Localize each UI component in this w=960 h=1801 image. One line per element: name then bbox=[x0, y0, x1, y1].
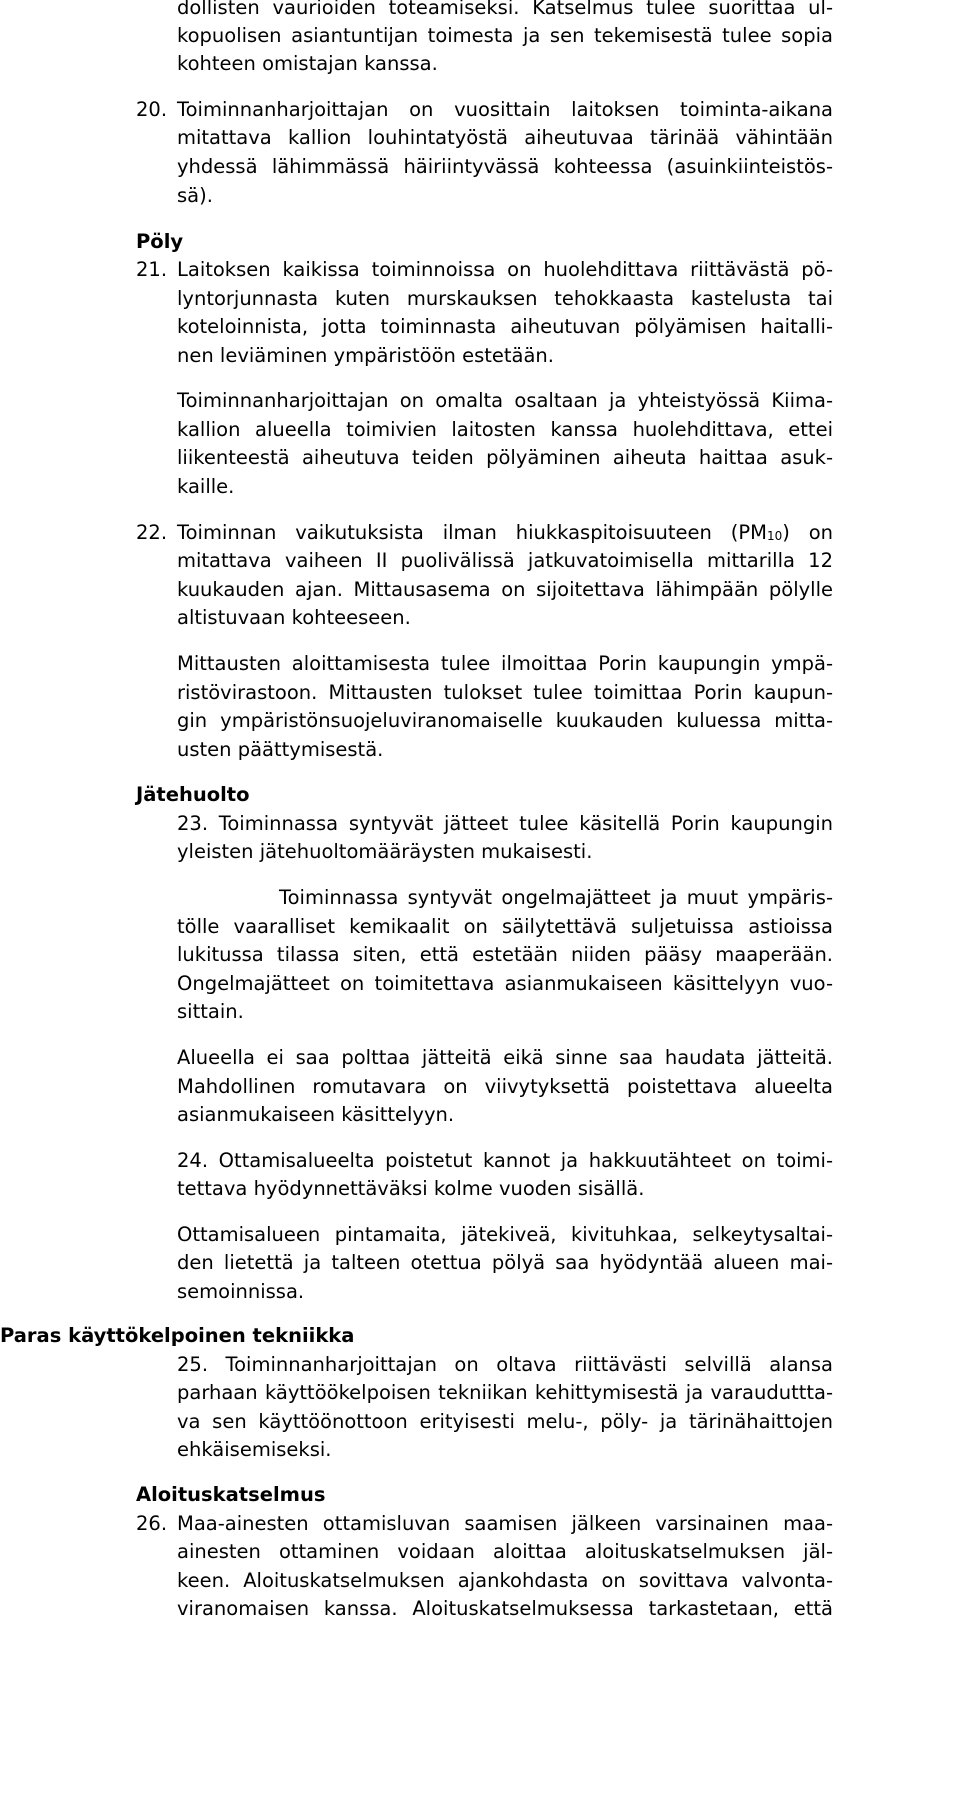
paragraph-line: 23. Toiminnassa syntyvät jätteet tulee käsitellä Porin kaupungin bbox=[177, 812, 833, 835]
paragraph-line: lyntorjunnasta kuten murskauksen tehokkaasta kastelusta tai bbox=[177, 287, 833, 310]
item-number: 21. bbox=[136, 258, 168, 281]
paragraph-line: yhdessä lähimmässä häiriintyvässä kohteessa (asuinkiinteistös- bbox=[177, 155, 833, 178]
paragraph-line: nen leviäminen ympäristöön estetään. bbox=[177, 344, 554, 367]
paragraph-line: 24. Ottamisalueelta poistetut kannot ja hakkuutähteet on toimi- bbox=[177, 1149, 833, 1172]
paragraph-line: tettava hyödynnettäväksi kolme vuoden sisällä. bbox=[177, 1177, 645, 1200]
paragraph-line: Toiminnan vaikutuksista ilman hiukkaspitoisuuteen (PM10) on bbox=[177, 521, 833, 544]
paragraph-line: va sen käyttöönottoon erityisesti melu-, pöly- ja tärinähaittojen bbox=[177, 1410, 833, 1433]
paragraph-line: parhaan käyttöökelpoisen tekniikan kehittymisestä ja varauduttta- bbox=[177, 1381, 833, 1404]
paragraph-line: lukitussa tilassa siten, että estetään niiden pääsy maaperään. bbox=[177, 943, 833, 966]
paragraph-line: Toiminnanharjoittajan on omalta osaltaan ja yhteistyössä Kiima- bbox=[177, 389, 833, 412]
paragraph-line: keen. Aloituskatselmuksen ajankohdasta on sovittava valvonta- bbox=[177, 1569, 833, 1592]
section-heading: Paras käyttökelpoinen tekniikka bbox=[0, 1324, 355, 1347]
paragraph-line: kallion alueella toimivien laitosten kanssa huolehdittava, ettei bbox=[177, 418, 833, 441]
paragraph-line: usten päättymisestä. bbox=[177, 738, 384, 761]
paragraph-line: sä). bbox=[177, 184, 213, 207]
paragraph-line: ristövirastoon. Mittausten tulokset tulee toimittaa Porin kaupun- bbox=[177, 681, 833, 704]
paragraph-line: gin ympäristönsuojeluviranomaiselle kuukauden kuluessa mitta- bbox=[177, 709, 833, 732]
paragraph-line: mitattava kallion louhintatyöstä aiheutuvaa tärinää vähintään bbox=[177, 126, 833, 149]
paragraph-line: den lietettä ja talteen otettua pölyä saa hyödyntää alueen mai- bbox=[177, 1251, 833, 1274]
paragraph-line: dollisten vaurioiden toteamiseksi. Katselmus tulee suorittaa ul- bbox=[177, 0, 833, 19]
paragraph-line: Toiminnassa syntyvät ongelmajätteet ja muut ympäris- bbox=[279, 886, 833, 909]
paragraph-line: kopuolisen asiantuntijan toimesta ja sen tekemisestä tulee sopia bbox=[177, 24, 833, 47]
paragraph-line: kohteen omistajan kanssa. bbox=[177, 52, 438, 75]
paragraph-line: Toiminnanharjoittajan on vuosittain laitoksen toiminta-aikana bbox=[177, 98, 833, 121]
paragraph-line: Ottamisalueen pintamaita, jätekiveä, kivituhkaa, selkeytysaltai- bbox=[177, 1223, 833, 1246]
item-number: 26. bbox=[136, 1512, 168, 1535]
item-number: 20. bbox=[136, 98, 168, 121]
paragraph-line: sittain. bbox=[177, 1000, 244, 1023]
paragraph-line: mitattava vaiheen II puolivälissä jatkuvatoimisella mittarilla 12 bbox=[177, 549, 833, 572]
section-heading: Pöly bbox=[136, 230, 184, 253]
section-heading: Jätehuolto bbox=[136, 783, 250, 806]
paragraph-line: altistuvaan kohteeseen. bbox=[177, 606, 411, 629]
item-number: 22. bbox=[136, 521, 168, 544]
paragraph-line: viranomaisen kanssa. Aloituskatselmuksessa tarkastetaan, että bbox=[177, 1597, 833, 1620]
subscript: 10 bbox=[766, 529, 783, 543]
paragraph-line: Maa-ainesten ottamisluvan saamisen jälkeen varsinainen maa- bbox=[177, 1512, 833, 1535]
paragraph-line: Mahdollinen romutavara on viivytyksettä poistettava alueelta bbox=[177, 1075, 833, 1098]
paragraph-line: ehkäisemiseksi. bbox=[177, 1438, 332, 1461]
paragraph-line: tölle vaaralliset kemikaalit on säilytettävä suljetuissa astioissa bbox=[177, 915, 833, 938]
paragraph-line: asianmukaiseen käsittelyyn. bbox=[177, 1103, 455, 1126]
section-heading: Aloituskatselmus bbox=[136, 1483, 326, 1506]
paragraph-line: 25. Toiminnanharjoittajan on oltava riittävästi selvillä alansa bbox=[177, 1353, 833, 1376]
paragraph-line: Mittausten aloittamisesta tulee ilmoittaa Porin kaupungin ympä- bbox=[177, 652, 833, 675]
paragraph-line: ainesten ottaminen voidaan aloittaa aloituskatselmuksen jäl- bbox=[177, 1540, 833, 1563]
paragraph-line: kaille. bbox=[177, 475, 235, 498]
paragraph-line: Alueella ei saa polttaa jätteitä eikä sinne saa haudata jätteitä. bbox=[177, 1046, 833, 1069]
paragraph-line: yleisten jätehuoltomääräysten mukaisesti. bbox=[177, 840, 593, 863]
paragraph-line: Laitoksen kaikissa toiminnoissa on huolehdittava riittävästä pö- bbox=[177, 258, 833, 281]
paragraph-line: koteloinnista, jotta toiminnasta aiheutuvan pölyämisen haitalli- bbox=[177, 315, 833, 338]
paragraph-line: Ongelmajätteet on toimitettava asianmukaiseen käsittelyyn vuo- bbox=[177, 972, 833, 995]
paragraph-line: kuukauden ajan. Mittausasema on sijoitettava lähimpään pölylle bbox=[177, 578, 833, 601]
paragraph-line: semoinnissa. bbox=[177, 1280, 305, 1303]
paragraph-line: liikenteestä aiheutuva teiden pölyäminen aiheuta haittaa asuk- bbox=[177, 446, 833, 469]
